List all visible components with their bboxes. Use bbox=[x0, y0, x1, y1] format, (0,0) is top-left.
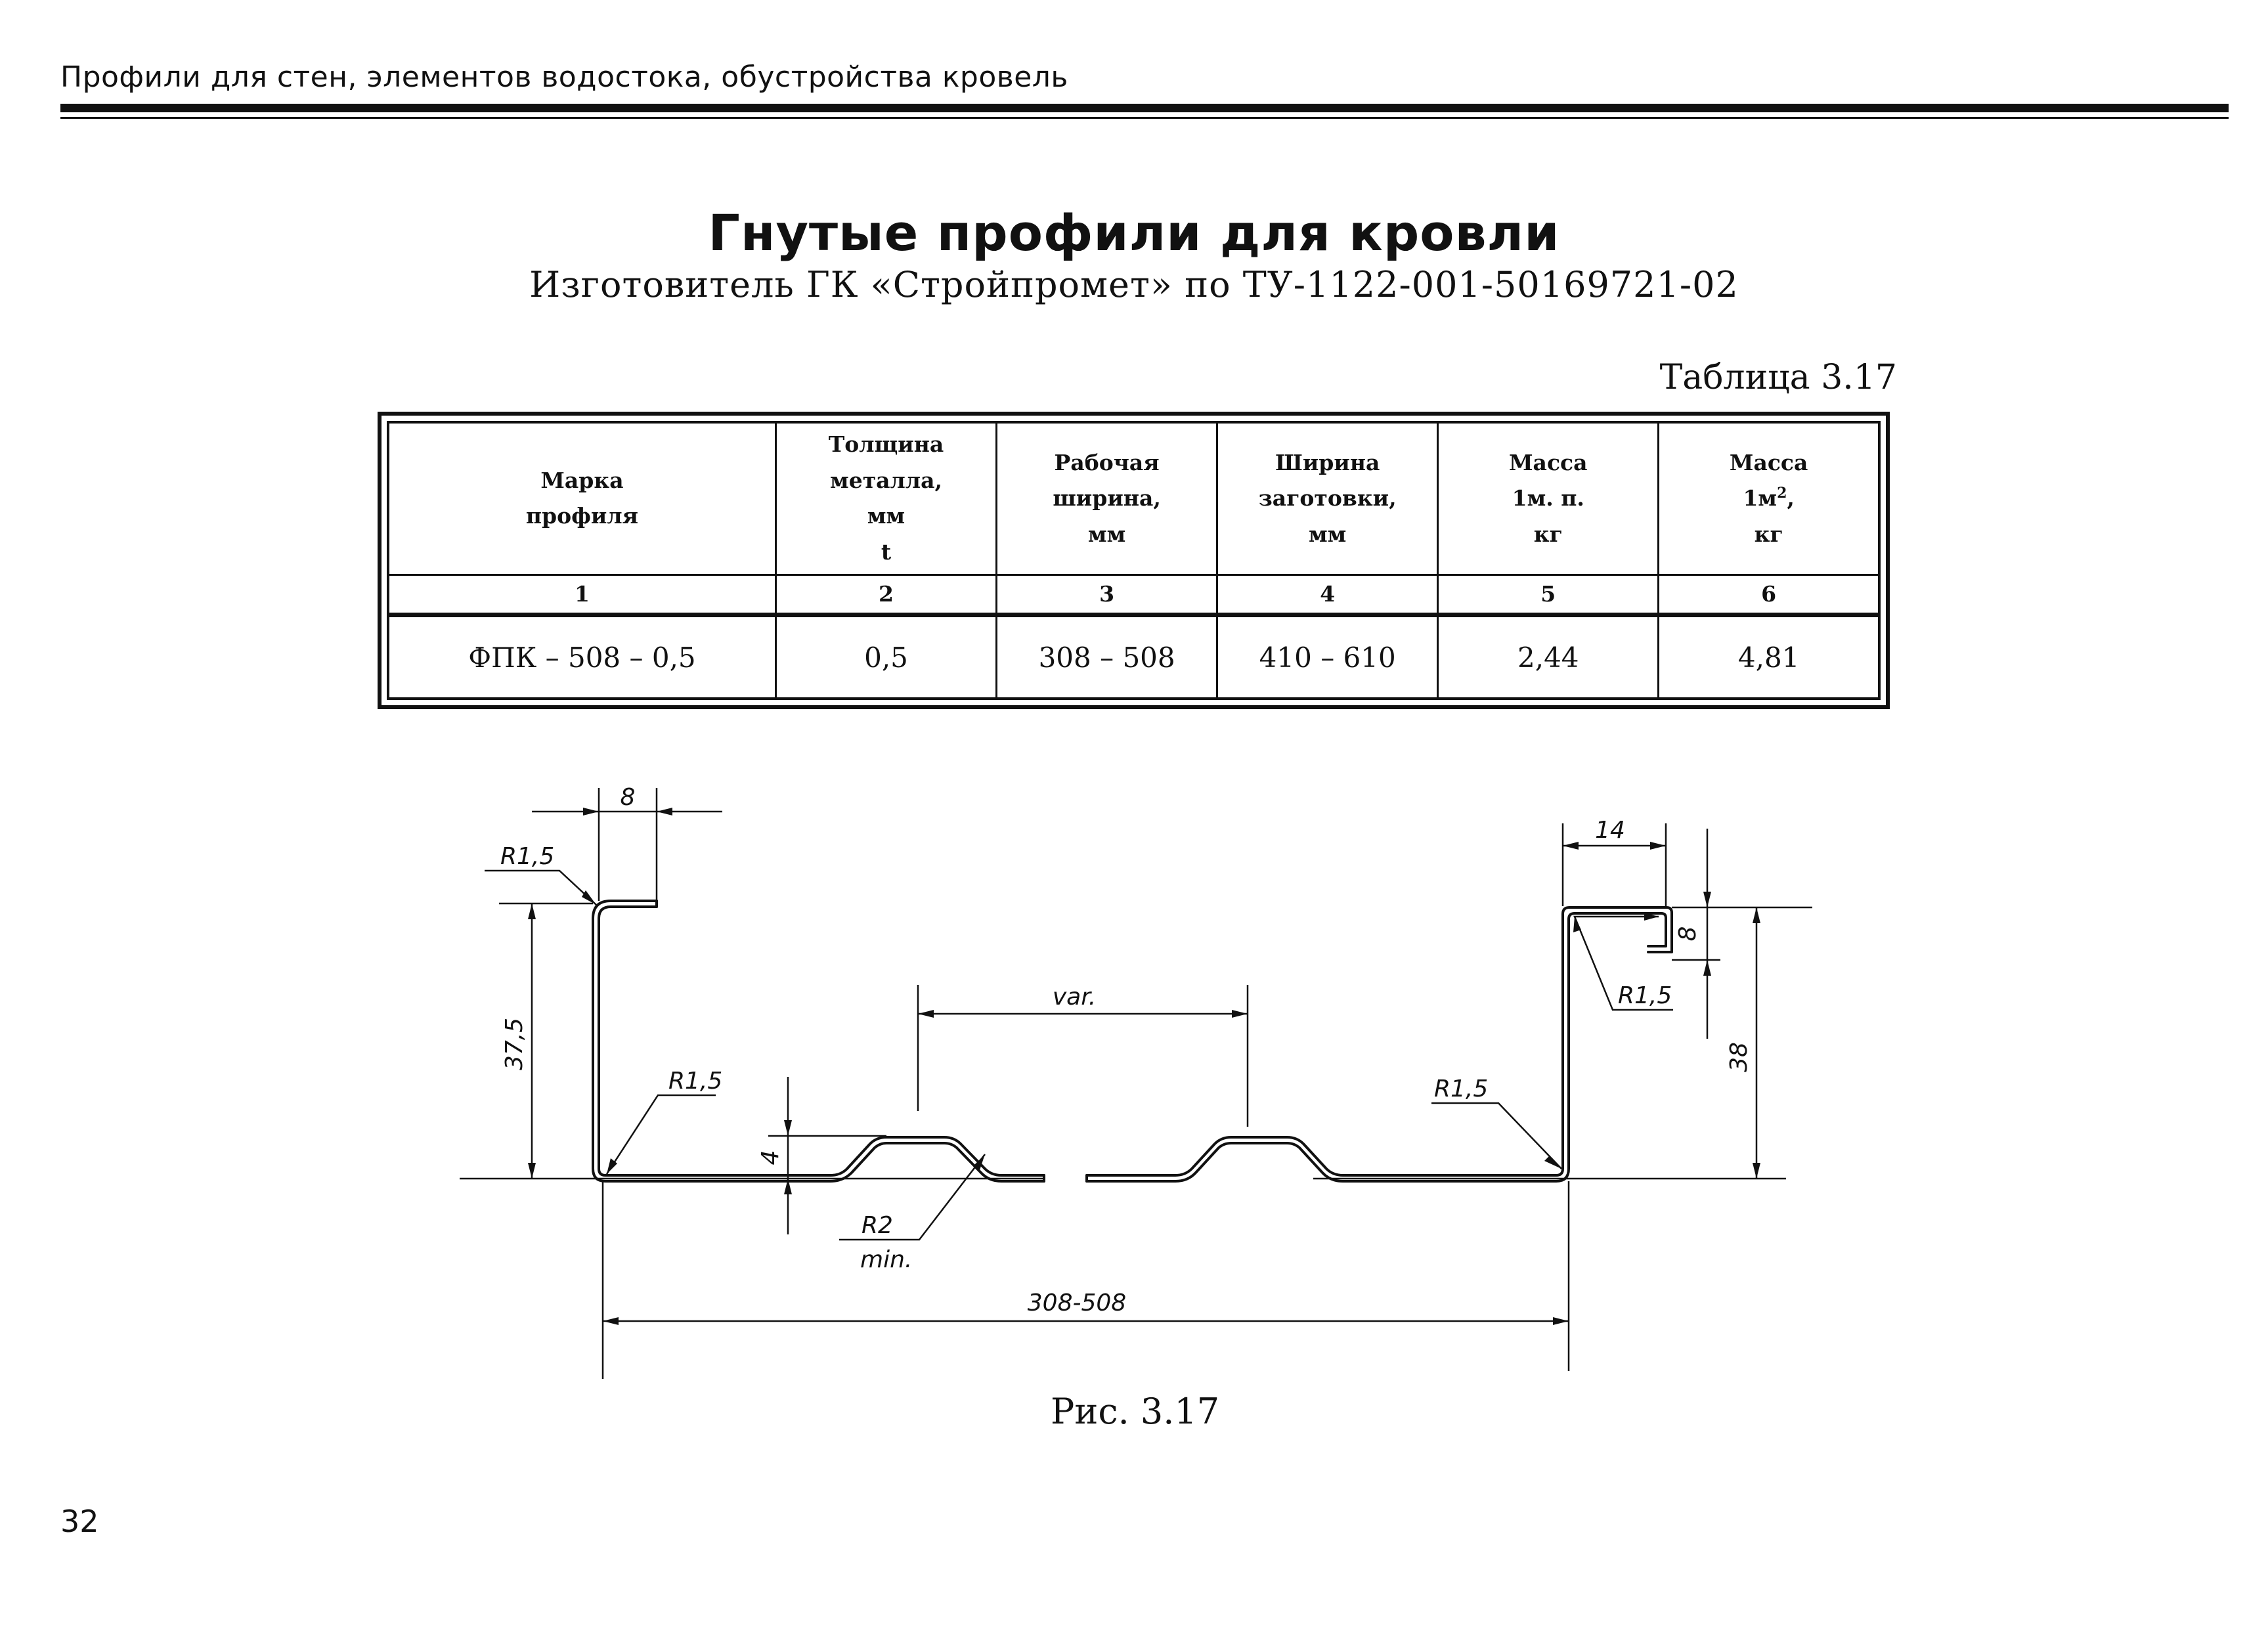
page-subtitle: Изготовитель ГК «Стройпромет» по ТУ-1122-001-50169721-02 bbox=[529, 264, 1739, 305]
profile-drawing bbox=[0, 755, 2268, 1379]
column-number: 6 bbox=[1659, 575, 1879, 615]
arrowhead bbox=[583, 808, 599, 816]
dim-radius-top-right: R1,5 bbox=[1618, 982, 1672, 1009]
arrowhead bbox=[1544, 1156, 1561, 1169]
header-cell-working-width bbox=[997, 422, 1217, 575]
header-unit: 1м bbox=[1743, 485, 1777, 511]
cell-mass-per-meter: 2,44 bbox=[1438, 615, 1659, 699]
header-line: мм bbox=[1309, 521, 1347, 547]
header-line: мм bbox=[867, 503, 905, 529]
dim-flange-right: 14 bbox=[1595, 817, 1625, 844]
header-line: кг bbox=[1754, 521, 1783, 547]
profile-table bbox=[387, 421, 1881, 700]
header-line: Ширина bbox=[1275, 449, 1380, 475]
arrowhead bbox=[657, 808, 672, 816]
column-number: 5 bbox=[1438, 575, 1659, 615]
dim-rib-radius-note: min. bbox=[860, 1246, 913, 1273]
table-header-row bbox=[388, 422, 1879, 575]
dim-radius-bottom-right: R1,5 bbox=[1434, 1076, 1489, 1102]
column-number: 4 bbox=[1217, 575, 1438, 615]
figure-caption: Рис. 3.17 bbox=[1051, 1391, 1220, 1432]
profile-outline-inner bbox=[593, 901, 1666, 1181]
page-title: Гнутые профили для кровли bbox=[708, 204, 1560, 262]
dim-height-right: 38 bbox=[1726, 1042, 1753, 1072]
header-line: металла, bbox=[830, 467, 942, 493]
header-cell-blank-width bbox=[1217, 422, 1438, 575]
header-cell-thickness bbox=[775, 422, 996, 575]
header-line: кг bbox=[1533, 521, 1563, 547]
leader-line bbox=[485, 871, 596, 905]
cell-working-width: 308 – 508 bbox=[997, 615, 1217, 699]
arrowhead bbox=[1573, 917, 1581, 932]
header-line: $1м^2$, bbox=[1743, 485, 1795, 511]
dim-lip-right: 8 bbox=[1674, 926, 1701, 942]
table-frame bbox=[378, 412, 1890, 709]
header-line: Рабочая bbox=[1054, 449, 1160, 475]
arrowhead bbox=[1753, 1163, 1760, 1179]
cell-mass-per-m2: 4,81 bbox=[1659, 615, 1879, 699]
cell-mark: ФПК – 508 – 0,5 bbox=[388, 615, 775, 699]
header-line: ширина, bbox=[1053, 485, 1161, 511]
running-title: Профили для стен, элементов водостока, обустройства кровель bbox=[60, 60, 1068, 94]
column-number-row bbox=[388, 575, 1879, 615]
header-line: мм bbox=[1087, 521, 1126, 547]
table-row bbox=[388, 615, 1879, 699]
arrowhead bbox=[784, 1120, 792, 1136]
cell-thickness: 0,5 bbox=[775, 615, 996, 699]
header-line: заготовки, bbox=[1258, 485, 1397, 511]
dim-height-left: 37,5 bbox=[501, 1017, 528, 1071]
header-line: профиля bbox=[525, 503, 639, 529]
dim-radius-top-left: R1,5 bbox=[500, 843, 555, 870]
arrowhead bbox=[1703, 892, 1711, 907]
header-rule-thin bbox=[60, 117, 2229, 119]
column-number: 1 bbox=[388, 575, 775, 615]
column-number: 3 bbox=[997, 575, 1217, 615]
leader-line bbox=[607, 1095, 716, 1174]
arrowhead bbox=[528, 903, 536, 919]
header-superscript: 2 bbox=[1777, 485, 1787, 502]
arrowhead bbox=[603, 1317, 619, 1325]
page-number: 32 bbox=[60, 1504, 99, 1539]
dim-radius-bottom-left: R1,5 bbox=[668, 1068, 723, 1095]
header-rule-thick bbox=[60, 104, 2229, 112]
column-number: 2 bbox=[775, 575, 996, 615]
header-line: Марка bbox=[540, 467, 624, 493]
header-cell-mark bbox=[388, 422, 775, 575]
cell-blank-width: 410 – 610 bbox=[1217, 615, 1438, 699]
arrowhead bbox=[1553, 1317, 1569, 1325]
arrowhead bbox=[1753, 907, 1760, 923]
dim-total-width: 308-508 bbox=[1027, 1290, 1127, 1316]
header-cell-mass-per-m2 bbox=[1659, 422, 1879, 575]
header-line: Масса bbox=[1729, 449, 1808, 475]
arrowhead bbox=[1232, 1010, 1248, 1018]
header-line: t bbox=[881, 538, 892, 565]
profile-outline-outer bbox=[599, 907, 1672, 1175]
leader-line bbox=[1431, 1103, 1561, 1169]
header-line: Толщина bbox=[828, 431, 944, 458]
arrowhead bbox=[528, 1163, 536, 1179]
header-cell-mass-per-meter bbox=[1438, 422, 1659, 575]
dim-rib-radius: R2 bbox=[861, 1212, 893, 1239]
arrowhead bbox=[1650, 842, 1666, 850]
dim-flange-left: 8 bbox=[620, 784, 636, 811]
header-line: 1м. п. bbox=[1512, 485, 1584, 511]
dim-rib-height: 4 bbox=[757, 1150, 784, 1165]
arrowhead bbox=[918, 1010, 934, 1018]
table-label: Таблица 3.17 bbox=[1659, 358, 1897, 397]
arrowhead bbox=[1703, 960, 1711, 976]
header-line: Масса bbox=[1509, 449, 1588, 475]
arrowhead bbox=[1563, 842, 1579, 850]
dim-var: var. bbox=[1052, 984, 1097, 1011]
